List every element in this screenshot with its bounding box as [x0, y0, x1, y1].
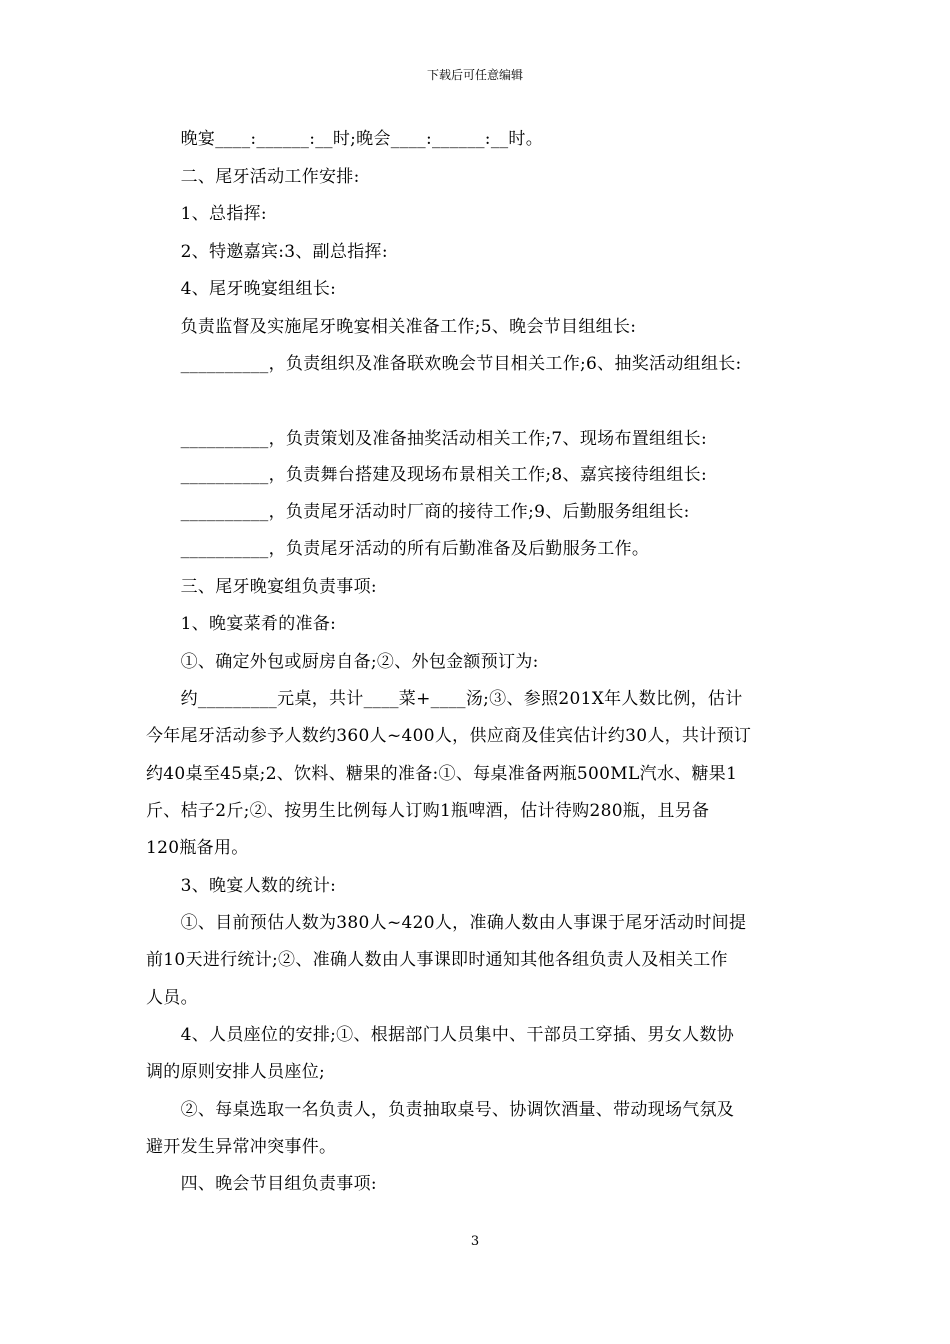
- text-line: ①、目前预估人数为380人~420人，准确人数由人事课于尾牙活动时间提: [146, 913, 747, 933]
- text-line: 晚宴____:______:__时;晚会____:______:__时。: [146, 129, 544, 149]
- page-number: 3: [470, 1234, 480, 1249]
- text-line: 约_________元桌，共计____菜+____汤;③、参照201X年人数比例，估计: [146, 689, 743, 709]
- text-line: ①、确定外包或厨房自备;②、外包金额预订为:: [146, 652, 539, 672]
- text-line: 1、晚宴菜肴的准备:: [146, 614, 337, 634]
- text-line: 4、尾牙晚宴组组长:: [146, 279, 337, 299]
- text-line: 120瓶备用。: [146, 838, 249, 858]
- text-line: 二、尾牙活动工作安排:: [146, 167, 360, 187]
- text-line: __________，负责组织及准备联欢晚会节目相关工作;6、抽奖活动组组长:: [146, 354, 742, 374]
- text-line: 三、尾牙晚宴组负责事项:: [146, 577, 377, 597]
- text-line: __________，负责舞台搭建及现场布景相关工作;8、嘉宾接待组组长:: [146, 465, 707, 485]
- page-header-note: 下载后可任意编辑: [426, 68, 523, 82]
- text-line: 斤、桔子2斤;②、按男生比例每人订购1瓶啤酒，估计待购280瓶，且另备: [146, 801, 710, 821]
- text-line: 1、总指挥:: [146, 204, 267, 224]
- text-line: 4、人员座位的安排;①、根据部门人员集中、干部员工穿插、男女人数协: [146, 1025, 735, 1045]
- text-line: ②、每桌选取一名负责人，负责抽取桌号、协调饮酒量、带动现场气氛及: [146, 1100, 735, 1120]
- text-line: __________，负责尾牙活动的所有后勤准备及后勤服务工作。: [146, 539, 650, 559]
- text-line: 2、特邀嘉宾:3、副总指挥:: [146, 242, 388, 262]
- text-line: 3、晚宴人数的统计:: [146, 876, 337, 896]
- text-line: 人员。: [146, 988, 198, 1008]
- text-line: __________，负责策划及准备抽奖活动相关工作;7、现场布置组组长:: [146, 429, 707, 449]
- text-line: __________，负责尾牙活动时厂商的接待工作;9、后勤服务组组长:: [146, 502, 690, 522]
- text-line: 避开发生异常冲突事件。: [146, 1137, 337, 1157]
- text-line: 调的原则安排人员座位;: [146, 1062, 326, 1082]
- text-line: 约40桌至45桌;2、饮料、糖果的准备:①、每桌准备两瓶500ML汽水、糖果1: [146, 764, 738, 784]
- text-line: 今年尾牙活动参予人数约360人~400人，供应商及佳宾估计约30人，共计预订: [146, 726, 752, 746]
- text-line: 四、晚会节目组负责事项:: [146, 1174, 377, 1194]
- text-line: 前10天进行统计;②、准确人数由人事课即时通知其他各组负责人及相关工作: [146, 950, 728, 970]
- text-line: 负责监督及实施尾牙晚宴相关准备工作;5、晚会节目组组长:: [146, 317, 637, 337]
